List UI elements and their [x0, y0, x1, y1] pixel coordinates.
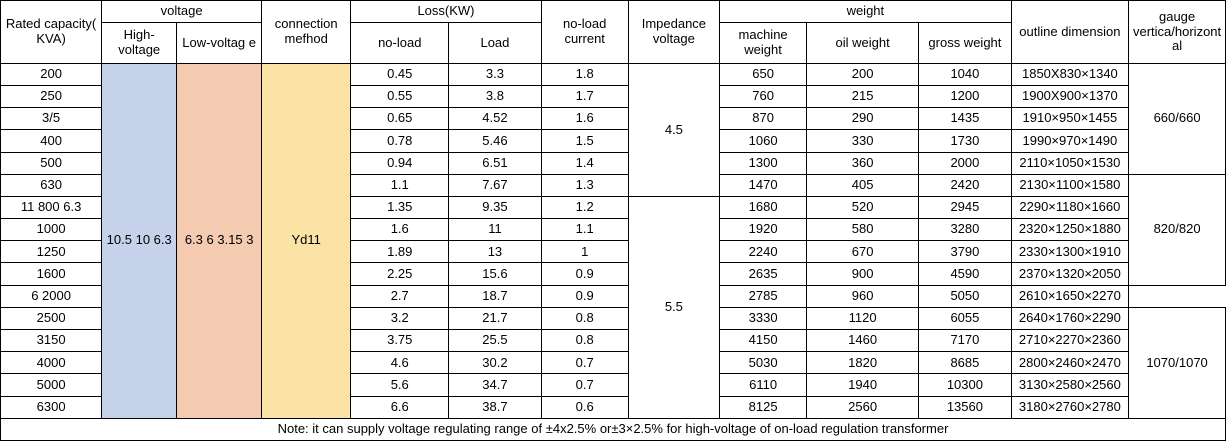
cell-no-load-current: 1.3 — [541, 174, 628, 196]
cell-machine-weight: 6110 — [720, 374, 807, 396]
cell-no-load-current: 0.6 — [541, 396, 628, 418]
header-no-load-current: no-load current — [541, 1, 628, 64]
cell-oil-weight: 360 — [807, 152, 919, 174]
table-header-row-1 — [1, 1, 1226, 23]
cell-machine-weight: 1470 — [720, 174, 807, 196]
cell-dimension: 1900X900×1370 — [1011, 85, 1128, 107]
cell-oil-weight: 580 — [807, 219, 919, 241]
cell-no-load-current: 0.7 — [541, 352, 628, 374]
cell-no-load-loss: 3.2 — [351, 307, 449, 329]
cell-dimension: 3180×2760×2780 — [1011, 396, 1128, 418]
cell-dimension: 2800×2460×2470 — [1011, 352, 1128, 374]
cell-gross-weight: 6055 — [919, 307, 1011, 329]
table-row — [1, 63, 1226, 85]
cell-low-voltage-value: 6.3 6 3.15 3 — [177, 63, 262, 418]
cell-gross-weight: 2000 — [919, 152, 1011, 174]
header-machine-weight: machine weight — [720, 23, 807, 64]
cell-oil-weight: 1120 — [807, 307, 919, 329]
cell-capacity: 630 — [1, 174, 102, 196]
cell-impedance-1: 4.5 — [628, 63, 719, 196]
cell-machine-weight: 1920 — [720, 219, 807, 241]
cell-load-loss: 34.7 — [449, 374, 541, 396]
cell-load-loss: 13 — [449, 241, 541, 263]
cell-oil-weight: 900 — [807, 263, 919, 285]
cell-no-load-loss: 0.45 — [351, 63, 449, 85]
cell-no-load-current: 1 — [541, 241, 628, 263]
cell-oil-weight: 1820 — [807, 352, 919, 374]
cell-no-load-current: 1.5 — [541, 130, 628, 152]
note-text: Note: it can supply voltage regulating range of ±4x2.5% or±3×2.5% for high-voltage of on-load regulation transformer — [1, 418, 1226, 440]
cell-capacity: 500 — [1, 152, 102, 174]
cell-load-loss: 7.67 — [449, 174, 541, 196]
cell-no-load-loss: 2.25 — [351, 263, 449, 285]
cell-no-load-loss: 1.35 — [351, 196, 449, 218]
cell-capacity: 5000 — [1, 374, 102, 396]
cell-dimension: 2640×1760×2290 — [1011, 307, 1128, 329]
cell-gross-weight: 4590 — [919, 263, 1011, 285]
cell-dimension: 1910×950×1455 — [1011, 108, 1128, 130]
header-connection-method: connection mefhod — [262, 1, 351, 64]
cell-machine-weight: 1300 — [720, 152, 807, 174]
cell-no-load-current: 0.9 — [541, 263, 628, 285]
cell-oil-weight: 520 — [807, 196, 919, 218]
header-low-voltage: Low-voltag e — [177, 23, 262, 64]
header-high-voltage: High-voltage — [102, 23, 177, 64]
cell-impedance-2: 5.5 — [628, 196, 719, 418]
cell-dimension: 2130×1100×1580 — [1011, 174, 1128, 196]
cell-oil-weight: 200 — [807, 63, 919, 85]
cell-gross-weight: 1435 — [919, 108, 1011, 130]
header-outline-dimension: outline dimension — [1011, 1, 1128, 64]
cell-oil-weight: 960 — [807, 285, 919, 307]
cell-gross-weight: 13560 — [919, 396, 1011, 418]
cell-gross-weight: 7170 — [919, 330, 1011, 352]
cell-no-load-loss: 4.6 — [351, 352, 449, 374]
cell-connection-value: Yd11 — [262, 63, 351, 418]
cell-dimension: 2610×1650×2270 — [1011, 285, 1128, 307]
cell-gross-weight: 3790 — [919, 241, 1011, 263]
cell-oil-weight: 290 — [807, 108, 919, 130]
cell-no-load-current: 0.7 — [541, 374, 628, 396]
cell-dimension: 2330×1300×1910 — [1011, 241, 1128, 263]
cell-no-load-loss: 3.75 — [351, 330, 449, 352]
cell-high-voltage-value: 10.5 10 6.3 — [102, 63, 177, 418]
cell-oil-weight: 670 — [807, 241, 919, 263]
table-note-row — [1, 418, 1226, 440]
cell-gross-weight: 2945 — [919, 196, 1011, 218]
cell-machine-weight: 870 — [720, 108, 807, 130]
cell-no-load-current: 1.1 — [541, 219, 628, 241]
cell-gross-weight: 1040 — [919, 63, 1011, 85]
cell-capacity: 400 — [1, 130, 102, 152]
cell-load-loss: 3.3 — [449, 63, 541, 85]
header-loss: Loss(KW) — [351, 1, 541, 23]
cell-machine-weight: 8125 — [720, 396, 807, 418]
cell-load-loss: 30.2 — [449, 352, 541, 374]
cell-capacity: 4000 — [1, 352, 102, 374]
header-voltage: voltage — [102, 1, 262, 23]
cell-no-load-loss: 5.6 — [351, 374, 449, 396]
cell-capacity: 11 800 6.3 — [1, 196, 102, 218]
cell-no-load-current: 1.4 — [541, 152, 628, 174]
cell-no-load-current: 1.7 — [541, 85, 628, 107]
cell-no-load-loss: 2.7 — [351, 285, 449, 307]
cell-gauge-3: 1070/1070 — [1129, 307, 1226, 418]
cell-no-load-current: 1.2 — [541, 196, 628, 218]
cell-load-loss: 4.52 — [449, 108, 541, 130]
cell-no-load-loss: 0.65 — [351, 108, 449, 130]
cell-capacity: 3/5 — [1, 108, 102, 130]
cell-capacity: 1600 — [1, 263, 102, 285]
cell-oil-weight: 1940 — [807, 374, 919, 396]
header-weight: weight — [720, 1, 1012, 23]
cell-load-loss: 21.7 — [449, 307, 541, 329]
cell-oil-weight: 330 — [807, 130, 919, 152]
cell-gross-weight: 10300 — [919, 374, 1011, 396]
cell-machine-weight: 3330 — [720, 307, 807, 329]
cell-dimension: 3130×2580×2560 — [1011, 374, 1128, 396]
header-load-loss: Load — [449, 23, 541, 64]
cell-capacity: 6 2000 — [1, 285, 102, 307]
cell-no-load-loss: 1.89 — [351, 241, 449, 263]
cell-no-load-current: 1.6 — [541, 108, 628, 130]
cell-gross-weight: 1200 — [919, 85, 1011, 107]
cell-no-load-loss: 1.1 — [351, 174, 449, 196]
cell-machine-weight: 1060 — [720, 130, 807, 152]
cell-no-load-loss: 0.78 — [351, 130, 449, 152]
header-gauge: gauge vertica/horizontal — [1129, 1, 1226, 64]
cell-machine-weight: 2785 — [720, 285, 807, 307]
cell-capacity: 1250 — [1, 241, 102, 263]
cell-load-loss: 9.35 — [449, 196, 541, 218]
cell-dimension: 1990×970×1490 — [1011, 130, 1128, 152]
cell-oil-weight: 2560 — [807, 396, 919, 418]
cell-no-load-loss: 0.94 — [351, 152, 449, 174]
cell-no-load-loss: 1.6 — [351, 219, 449, 241]
cell-oil-weight: 215 — [807, 85, 919, 107]
cell-dimension: 2290×1180×1660 — [1011, 196, 1128, 218]
cell-gross-weight: 2420 — [919, 174, 1011, 196]
cell-machine-weight: 650 — [720, 63, 807, 85]
cell-capacity: 250 — [1, 85, 102, 107]
cell-load-loss: 5.46 — [449, 130, 541, 152]
cell-oil-weight: 405 — [807, 174, 919, 196]
cell-no-load-current: 1.8 — [541, 63, 628, 85]
cell-machine-weight: 2635 — [720, 263, 807, 285]
cell-dimension: 2320×1250×1880 — [1011, 219, 1128, 241]
cell-no-load-loss: 0.55 — [351, 85, 449, 107]
cell-capacity: 2500 — [1, 307, 102, 329]
cell-dimension: 1850X830×1340 — [1011, 63, 1128, 85]
cell-load-loss: 15.6 — [449, 263, 541, 285]
cell-load-loss: 6.51 — [449, 152, 541, 174]
cell-gauge-2: 820/820 — [1129, 174, 1226, 285]
cell-dimension: 2370×1320×2050 — [1011, 263, 1128, 285]
cell-gross-weight: 5050 — [919, 285, 1011, 307]
header-oil-weight: oil weight — [807, 23, 919, 64]
cell-gauge-1: 660/660 — [1129, 63, 1226, 174]
header-no-load-loss: no-load — [351, 23, 449, 64]
cell-load-loss: 11 — [449, 219, 541, 241]
cell-no-load-loss: 6.6 — [351, 396, 449, 418]
cell-gross-weight: 3280 — [919, 219, 1011, 241]
cell-gross-weight: 8685 — [919, 352, 1011, 374]
header-gross-weight: gross weight — [919, 23, 1011, 64]
cell-load-loss: 3.8 — [449, 85, 541, 107]
cell-capacity: 1000 — [1, 219, 102, 241]
cell-no-load-current: 0.9 — [541, 285, 628, 307]
cell-load-loss: 38.7 — [449, 396, 541, 418]
cell-machine-weight: 4150 — [720, 330, 807, 352]
cell-machine-weight: 1680 — [720, 196, 807, 218]
cell-load-loss: 25.5 — [449, 330, 541, 352]
cell-no-load-current: 0.8 — [541, 307, 628, 329]
cell-capacity: 6300 — [1, 396, 102, 418]
cell-dimension: 2710×2270×2360 — [1011, 330, 1128, 352]
cell-oil-weight: 1460 — [807, 330, 919, 352]
cell-machine-weight: 760 — [720, 85, 807, 107]
cell-machine-weight: 2240 — [720, 241, 807, 263]
cell-dimension: 2110×1050×1530 — [1011, 152, 1128, 174]
header-impedance-voltage: Impedance voltage — [628, 1, 719, 64]
cell-load-loss: 18.7 — [449, 285, 541, 307]
header-rated-capacity: Rated capacity( KVA) — [1, 1, 102, 64]
cell-no-load-current: 0.8 — [541, 330, 628, 352]
cell-capacity: 200 — [1, 63, 102, 85]
cell-machine-weight: 5030 — [720, 352, 807, 374]
cell-capacity: 3150 — [1, 330, 102, 352]
cell-gross-weight: 1730 — [919, 130, 1011, 152]
